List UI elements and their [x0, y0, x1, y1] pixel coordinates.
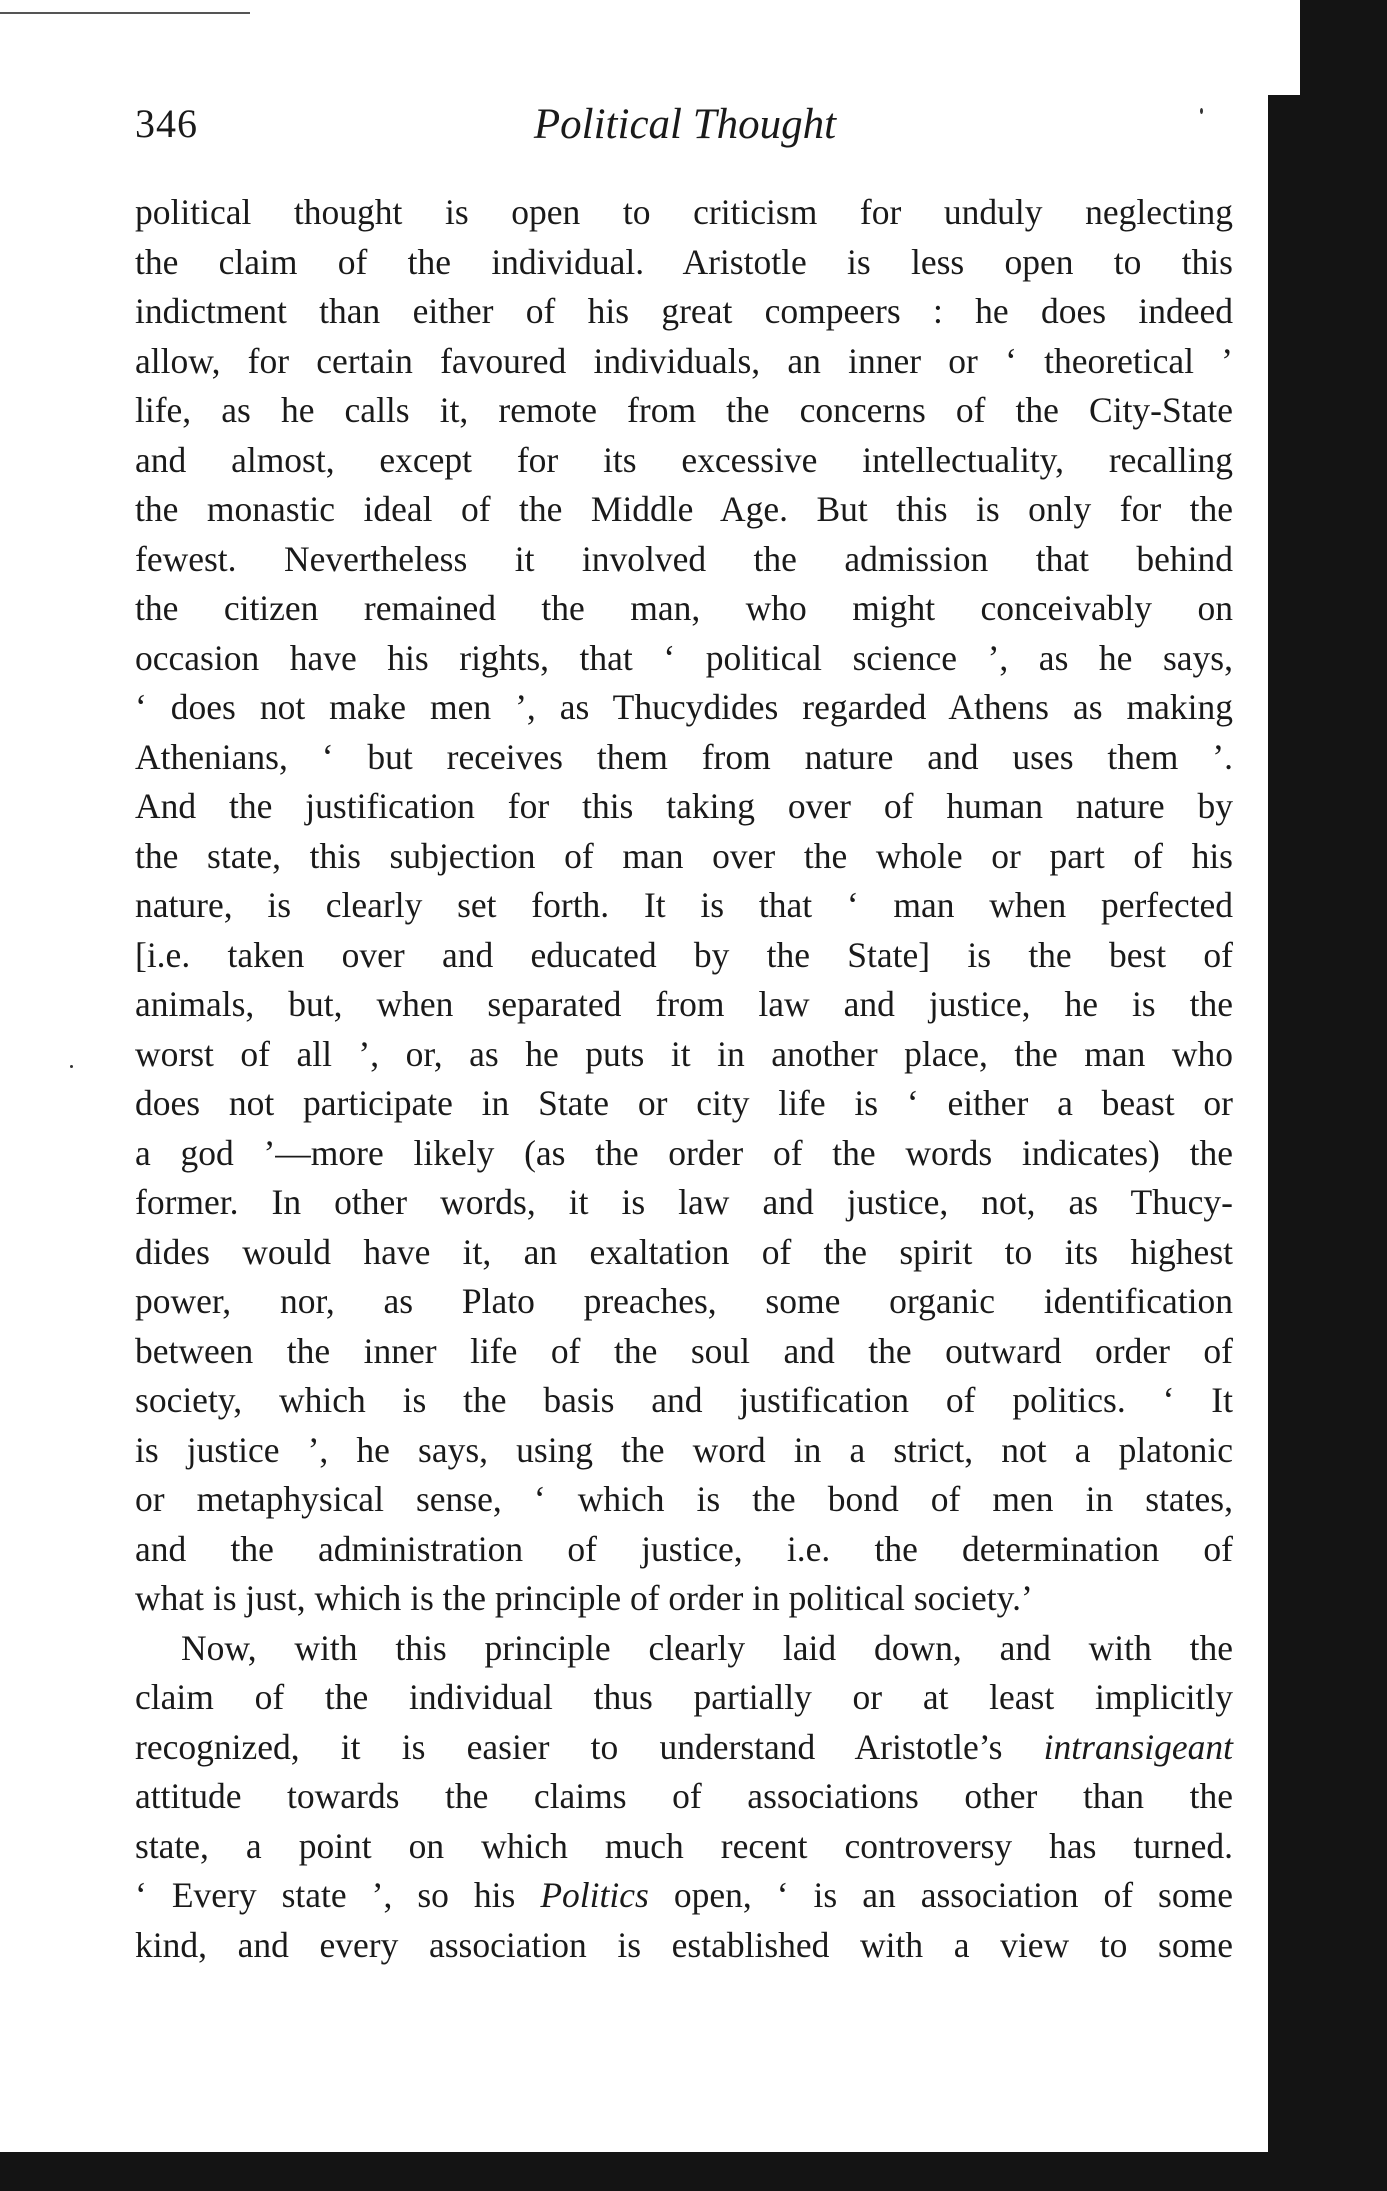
text-line — [135, 1871, 1233, 1921]
text-line: fewest. Nevertheless it involved the admission that behind — [135, 538, 1233, 579]
text-line: And the justification for this taking over of human nature by — [135, 786, 1233, 826]
text-line: former. In other words, it is law and justice, not, as Thucy- — [135, 1182, 1233, 1222]
text-line: a god ’—more likely (as the order of the words indicates) the — [135, 1132, 1233, 1173]
italic-title: Politics — [540, 1875, 649, 1915]
text-line: Now, with this principle clearly laid down, and with the — [181, 1627, 1233, 1668]
text-line: occasion have his rights, that ‘ political science ’, as he says, — [135, 637, 1233, 678]
text-line: ‘ does not make men ’, as Thucydides regarded Athens as making — [135, 687, 1233, 727]
text-line: life, as he calls it, remote from the concerns of the City-State — [135, 390, 1233, 430]
text-line: claim of the individual thus partially or at least implicitly — [135, 1677, 1233, 1717]
text-line: between the inner life of the soul and the outward order of — [135, 1330, 1233, 1371]
scan-binding-shadow — [1268, 95, 1387, 2191]
text-line: power, nor, as Plato preaches, some organic identification — [135, 1281, 1233, 1321]
paragraph — [135, 188, 1233, 1624]
paragraph — [135, 1624, 1233, 1971]
running-header — [135, 100, 1235, 160]
scan-top-rule — [0, 12, 250, 14]
text-line: does not participate in State or city life is ‘ either a beast or — [135, 1083, 1233, 1123]
text-line: animals, but, when separated from law and justice, he is the — [135, 984, 1233, 1024]
scan-binding-shadow-top — [1300, 0, 1387, 100]
text-line: indictment than either of his great compeers : he does indeed — [135, 291, 1233, 331]
text-line: and almost, except for its excessive intellectuality, recalling — [135, 439, 1233, 480]
text-line: the state, this subjection of man over the whole or part of his — [135, 835, 1233, 876]
text-line: allow, for certain favoured individuals, an inner or ‘ theoretical ’ — [135, 340, 1233, 381]
text-line: [i.e. taken over and educated by the State] is the best of — [135, 934, 1233, 975]
text-line: the claim of the individual. Aristotle is less open to this — [135, 241, 1233, 282]
text-line: is justice ’, he says, using the word in a strict, not a platonic — [135, 1429, 1233, 1470]
text-line: dides would have it, an exaltation of the spirit to its highest — [135, 1231, 1233, 1272]
scan-speck — [70, 1065, 73, 1068]
text-line: the citizen remained the man, who might conceivably on — [135, 588, 1233, 628]
body-text — [135, 188, 1233, 1970]
scan-bottom-edge — [0, 2152, 1387, 2191]
text-run: recognized, it is easier to understand Aristotle’s — [135, 1726, 1044, 1767]
text-line: what is just, which is the principle of order in political society.’ — [135, 1578, 1033, 1618]
text-line: attitude towards the claims of associations other than the — [135, 1776, 1233, 1816]
text-line: worst of all ’, or, as he puts it in another place, the man who — [135, 1033, 1233, 1074]
text-line: society, which is the basis and justification of politics. ‘ It — [135, 1380, 1233, 1420]
text-run: open, ‘ is an association of some — [648, 1875, 1233, 1915]
italic-term: intransigeant — [1043, 1726, 1233, 1767]
text-line — [135, 1723, 1233, 1773]
text-line: state, a point on which much recent controversy has turned. — [135, 1825, 1233, 1866]
text-line: Athenians, ‘ but receives them from nature and uses them ’. — [135, 736, 1233, 777]
text-line: or metaphysical sense, ‘ which is the bond of men in states, — [135, 1479, 1233, 1519]
text-line: political thought is open to criticism for unduly neglecting — [135, 192, 1233, 232]
running-title: Political Thought — [533, 101, 837, 148]
text-line: kind, and every association is established with a view to some — [135, 1924, 1233, 1965]
text-line: and the administration of justice, i.e. the determination of — [135, 1528, 1233, 1569]
text-line: nature, is clearly set forth. It is that ‘ man when perfected — [135, 885, 1233, 925]
page-number: 346 — [135, 101, 198, 146]
text-run: ‘ Every state ’, so his — [135, 1875, 541, 1915]
text-line: the monastic ideal of the Middle Age. But this is only for the — [135, 489, 1233, 529]
